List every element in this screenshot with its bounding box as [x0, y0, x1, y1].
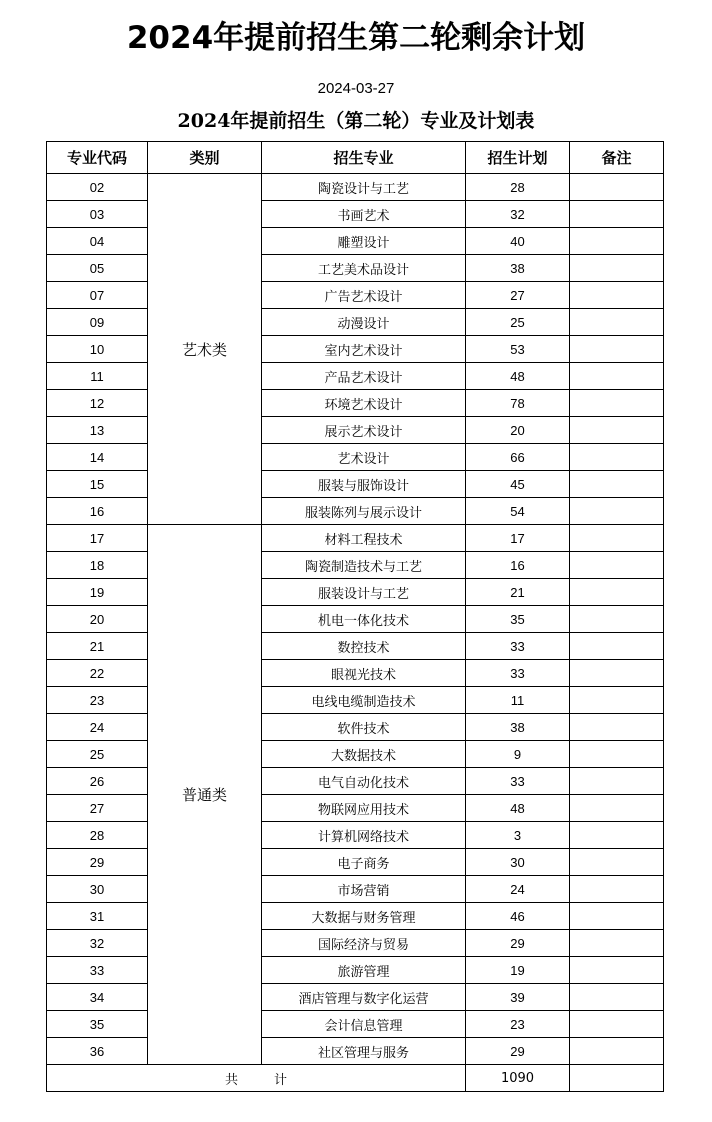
table-row: [47, 579, 664, 606]
table-row: [47, 876, 664, 903]
major-name-cell: 艺术设计: [262, 444, 466, 471]
note-cell: [570, 1038, 664, 1065]
major-code-cell: 02: [47, 174, 148, 201]
table-row: [47, 390, 664, 417]
table-row: [47, 525, 664, 552]
major-code-cell: 04: [47, 228, 148, 255]
major-name-cell: 数控技术: [262, 633, 466, 660]
table-row: [47, 255, 664, 282]
note-cell: [570, 768, 664, 795]
table-header-row: [47, 142, 664, 174]
column-header-category: 类别: [148, 142, 262, 174]
table-row: [47, 228, 664, 255]
major-name-cell: 旅游管理: [262, 957, 466, 984]
plan-count-cell: 20: [466, 417, 570, 444]
major-name-cell: 大数据技术: [262, 741, 466, 768]
major-name-cell: 电子商务: [262, 849, 466, 876]
plan-count-cell: 54: [466, 498, 570, 525]
publish-date: 2024-03-27: [317, 80, 395, 97]
plan-count-cell: 40: [466, 228, 570, 255]
note-cell: [570, 633, 664, 660]
major-name-cell: 广告艺术设计: [262, 282, 466, 309]
major-name-cell: 工艺美术品设计: [262, 255, 466, 282]
major-code-cell: 07: [47, 282, 148, 309]
table-row: [47, 957, 664, 984]
column-header-code: 专业代码: [47, 142, 148, 174]
total-note-cell: [570, 1065, 664, 1092]
plan-count-cell: 29: [466, 1038, 570, 1065]
table-row: [47, 795, 664, 822]
plan-count-cell: 21: [466, 579, 570, 606]
major-name-cell: 社区管理与服务: [262, 1038, 466, 1065]
major-name-cell: 产品艺术设计: [262, 363, 466, 390]
major-name-cell: 电线电缆制造技术: [262, 687, 466, 714]
column-header-note: 备注: [570, 142, 664, 174]
major-code-cell: 17: [47, 525, 148, 552]
major-code-cell: 21: [47, 633, 148, 660]
table-row: [47, 849, 664, 876]
plan-count-cell: 66: [466, 444, 570, 471]
note-cell: [570, 714, 664, 741]
table-row: [47, 471, 664, 498]
major-code-cell: 33: [47, 957, 148, 984]
major-name-cell: 材料工程技术: [262, 525, 466, 552]
note-cell: [570, 201, 664, 228]
note-cell: [570, 984, 664, 1011]
major-code-cell: 12: [47, 390, 148, 417]
major-name-cell: 服装设计与工艺: [262, 579, 466, 606]
note-cell: [570, 606, 664, 633]
note-cell: [570, 849, 664, 876]
major-name-cell: 机电一体化技术: [262, 606, 466, 633]
note-cell: [570, 417, 664, 444]
plan-count-cell: 33: [466, 660, 570, 687]
note-cell: [570, 930, 664, 957]
note-cell: [570, 552, 664, 579]
major-name-cell: 会计信息管理: [262, 1011, 466, 1038]
table-row: [47, 768, 664, 795]
total-label: [47, 1065, 466, 1092]
major-name-cell: 市场营销: [262, 876, 466, 903]
category-cell-art: 艺术类: [148, 174, 262, 525]
major-code-cell: 05: [47, 255, 148, 282]
major-code-cell: 16: [47, 498, 148, 525]
major-name-cell: 动漫设计: [262, 309, 466, 336]
note-cell: [570, 687, 664, 714]
enrollment-plan-table: [46, 141, 664, 1092]
note-cell: [570, 903, 664, 930]
table-row: [47, 1011, 664, 1038]
note-cell: [570, 876, 664, 903]
plan-count-cell: 30: [466, 849, 570, 876]
major-name-cell: 物联网应用技术: [262, 795, 466, 822]
major-code-cell: 36: [47, 1038, 148, 1065]
note-cell: [570, 795, 664, 822]
major-code-cell: 10: [47, 336, 148, 363]
plan-count-cell: 38: [466, 714, 570, 741]
plan-count-cell: 9: [466, 741, 570, 768]
column-header-plan: 招生计划: [466, 142, 570, 174]
major-name-cell: 室内艺术设计: [262, 336, 466, 363]
note-cell: [570, 579, 664, 606]
major-name-cell: 大数据与财务管理: [262, 903, 466, 930]
note-cell: [570, 255, 664, 282]
major-code-cell: 11: [47, 363, 148, 390]
note-cell: [570, 228, 664, 255]
plan-count-cell: 32: [466, 201, 570, 228]
major-code-cell: 22: [47, 660, 148, 687]
note-cell: [570, 498, 664, 525]
table-row: [47, 741, 664, 768]
plan-count-cell: 46: [466, 903, 570, 930]
major-code-cell: 20: [47, 606, 148, 633]
major-code-cell: 35: [47, 1011, 148, 1038]
major-code-cell: 31: [47, 903, 148, 930]
major-code-cell: 18: [47, 552, 148, 579]
table-row: [47, 498, 664, 525]
major-name-cell: 陶瓷设计与工艺: [262, 174, 466, 201]
table-row: [47, 201, 664, 228]
plan-count-cell: 24: [466, 876, 570, 903]
plan-count-cell: 25: [466, 309, 570, 336]
major-code-cell: 28: [47, 822, 148, 849]
major-name-cell: 书画艺术: [262, 201, 466, 228]
table-row: [47, 417, 664, 444]
note-cell: [570, 660, 664, 687]
plan-count-cell: 16: [466, 552, 570, 579]
table-row: [47, 660, 664, 687]
note-cell: [570, 174, 664, 201]
plan-count-cell: 27: [466, 282, 570, 309]
note-cell: [570, 363, 664, 390]
total-label-left: 共: [224, 1072, 238, 1088]
table-row: [47, 606, 664, 633]
table-row: [47, 1038, 664, 1065]
table-body: [47, 174, 664, 1065]
major-name-cell: 服装与服饰设计: [262, 471, 466, 498]
plan-count-cell: 3: [466, 822, 570, 849]
note-cell: [570, 282, 664, 309]
note-cell: [570, 957, 664, 984]
major-code-cell: 26: [47, 768, 148, 795]
major-code-cell: 14: [47, 444, 148, 471]
table-row: [47, 714, 664, 741]
total-row: [47, 1065, 664, 1092]
note-cell: [570, 525, 664, 552]
table-row: [47, 174, 664, 201]
table-row: [47, 444, 664, 471]
major-name-cell: 软件技术: [262, 714, 466, 741]
major-code-cell: 30: [47, 876, 148, 903]
plan-count-cell: 48: [466, 795, 570, 822]
table-title: 2024年提前招生（第二轮）专业及计划表: [177, 110, 535, 132]
table-row: [47, 282, 664, 309]
major-name-cell: 雕塑设计: [262, 228, 466, 255]
table-row: [47, 336, 664, 363]
plan-count-cell: 23: [466, 1011, 570, 1038]
major-code-cell: 13: [47, 417, 148, 444]
major-name-cell: 服装陈列与展示设计: [262, 498, 466, 525]
plan-count-cell: 19: [466, 957, 570, 984]
note-cell: [570, 822, 664, 849]
major-code-cell: 03: [47, 201, 148, 228]
major-code-cell: 34: [47, 984, 148, 1011]
plan-count-cell: 78: [466, 390, 570, 417]
total-plan-cell: 1090: [466, 1065, 570, 1092]
major-code-cell: 32: [47, 930, 148, 957]
note-cell: [570, 741, 664, 768]
note-cell: [570, 471, 664, 498]
plan-count-cell: 11: [466, 687, 570, 714]
category-cell-general: 普通类: [148, 525, 262, 1065]
major-code-cell: 23: [47, 687, 148, 714]
plan-count-cell: 33: [466, 768, 570, 795]
major-name-cell: 酒店管理与数字化运营: [262, 984, 466, 1011]
major-name-cell: 计算机网络技术: [262, 822, 466, 849]
table-row: [47, 633, 664, 660]
plan-count-cell: 28: [466, 174, 570, 201]
page-title: 2024年提前招生第二轮剩余计划: [126, 20, 586, 56]
plan-count-cell: 45: [466, 471, 570, 498]
major-code-cell: 24: [47, 714, 148, 741]
major-name-cell: 陶瓷制造技术与工艺: [262, 552, 466, 579]
major-name-cell: 展示艺术设计: [262, 417, 466, 444]
major-name-cell: 国际经济与贸易: [262, 930, 466, 957]
plan-count-cell: 38: [466, 255, 570, 282]
major-code-cell: 19: [47, 579, 148, 606]
major-code-cell: 15: [47, 471, 148, 498]
table-row: [47, 822, 664, 849]
note-cell: [570, 309, 664, 336]
table-row: [47, 552, 664, 579]
major-code-cell: 25: [47, 741, 148, 768]
column-header-major: 招生专业: [262, 142, 466, 174]
table-row: [47, 984, 664, 1011]
table-row: [47, 687, 664, 714]
major-name-cell: 眼视光技术: [262, 660, 466, 687]
note-cell: [570, 336, 664, 363]
plan-count-cell: 35: [466, 606, 570, 633]
note-cell: [570, 1011, 664, 1038]
table-row: [47, 309, 664, 336]
note-cell: [570, 444, 664, 471]
plan-count-cell: 48: [466, 363, 570, 390]
major-name-cell: 环境艺术设计: [262, 390, 466, 417]
major-name-cell: 电气自动化技术: [262, 768, 466, 795]
plan-count-cell: 39: [466, 984, 570, 1011]
table-row: [47, 930, 664, 957]
major-code-cell: 27: [47, 795, 148, 822]
total-label-right: 计: [274, 1072, 288, 1088]
plan-count-cell: 29: [466, 930, 570, 957]
table-row: [47, 903, 664, 930]
note-cell: [570, 390, 664, 417]
plan-count-cell: 53: [466, 336, 570, 363]
major-code-cell: 29: [47, 849, 148, 876]
table-row: [47, 363, 664, 390]
plan-count-cell: 17: [466, 525, 570, 552]
major-code-cell: 09: [47, 309, 148, 336]
plan-count-cell: 33: [466, 633, 570, 660]
